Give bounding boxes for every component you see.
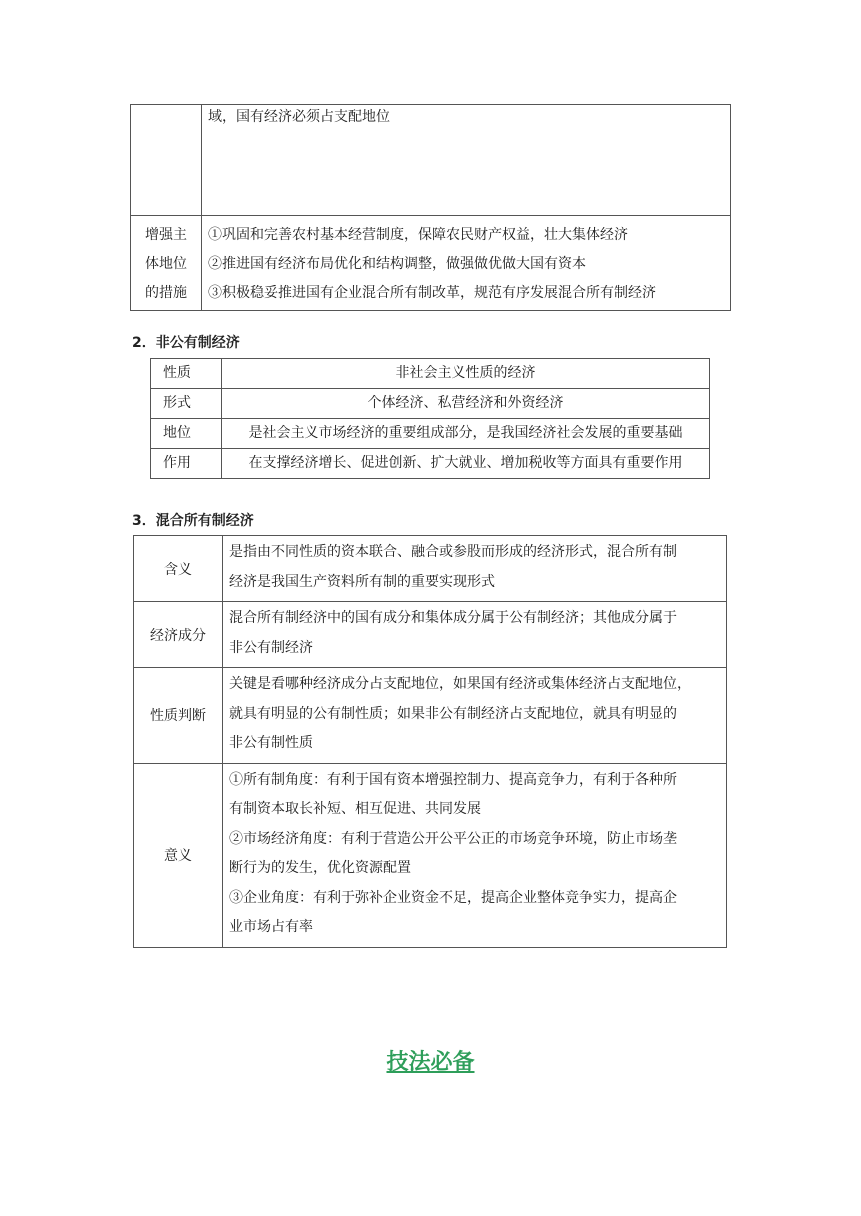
text-line: ②市场经济角度：有利于营造公开公平公正的市场竞争环境，防止市场垄 <box>229 830 677 847</box>
text-line: 断行为的发生，优化资源配置 <box>229 860 411 876</box>
row-label: 地位 <box>151 419 222 449</box>
text-line: 有制资本取长补短、相互促进、共同发展 <box>229 801 481 817</box>
row-body <box>223 668 727 764</box>
row-label: 性质 <box>151 359 222 389</box>
table-row <box>134 602 727 668</box>
text-line: ③企业角度：有利于弥补企业资金不足，提高企业整体竞争实力，提高企 <box>229 889 677 906</box>
section-heading-non-public: 2．非公有制经济 <box>132 335 240 351</box>
row-label: 作用 <box>151 449 222 479</box>
text-line: 非公有制经济 <box>229 639 313 656</box>
list-item: ②推进国有经济布局优化和结构调整，做强做优做大国有资本 <box>208 256 586 272</box>
row-body <box>223 536 727 602</box>
section-title-techniques: 技法必备 <box>386 1050 475 1075</box>
text-line: 经济是我国生产资料所有制的重要实现形式 <box>229 573 495 590</box>
table-row <box>151 359 710 389</box>
table-row <box>134 763 727 947</box>
row-label: 性质判断 <box>134 668 223 764</box>
table-row <box>134 536 727 602</box>
row-value: 在支撑经济增长、促进创新、扩大就业、增加税收等方面具有重要作用 <box>222 449 710 479</box>
list-item: ①巩固和完善农村基本经营制度，保障农民财产权益，壮大集体经济 <box>208 227 628 243</box>
list-item: ③积极稳妥推进国有企业混合所有制改革，规范有序发展混合所有制经济 <box>208 285 656 301</box>
table-mixed-ownership <box>133 535 727 948</box>
text-line: 业市场占有率 <box>229 919 313 935</box>
table-row <box>131 216 731 311</box>
table-cell-empty <box>131 105 202 216</box>
table-row <box>151 389 710 419</box>
table-row <box>134 668 727 764</box>
table-row <box>151 419 710 449</box>
text-line: 非公有制性质 <box>229 735 313 751</box>
row-value: 非社会主义性质的经济 <box>222 359 710 389</box>
row-label-line: 体地位 <box>145 256 187 272</box>
row-value: 个体经济、私营经济和外资经济 <box>222 389 710 419</box>
row-label-line: 增强主 <box>145 227 187 243</box>
text-line: 混合所有制经济中的国有成分和集体成分属于公有制经济；其他成分属于 <box>229 610 677 626</box>
table-non-public-economy <box>150 358 710 479</box>
table-row <box>151 449 710 479</box>
row-label: 意义 <box>134 763 223 947</box>
section-heading-mixed: 3．混合所有制经济 <box>132 513 254 529</box>
row-label: 经济成分 <box>134 602 223 668</box>
table-cell-text: 域，国有经济必须占支配地位 <box>202 105 731 216</box>
row-body <box>223 602 727 668</box>
row-label: 形式 <box>151 389 222 419</box>
table-row <box>131 105 731 216</box>
row-label-line: 的措施 <box>145 285 187 301</box>
row-label-measures <box>131 216 202 311</box>
row-value: 是社会主义市场经济的重要组成部分，是我国经济社会发展的重要基础 <box>222 419 710 449</box>
text-line: 关键是看哪种经济成分占支配地位，如果国有经济或集体经济占支配地位， <box>229 676 691 692</box>
text-line: 是指由不同性质的资本联合、融合或参股而形成的经济形式，混合所有制 <box>229 544 677 560</box>
measures-list <box>202 216 731 311</box>
text-line: 就具有明显的公有制性质；如果非公有制经济占支配地位，就具有明显的 <box>229 705 677 722</box>
text-line: ①所有制角度：有利于国有资本增强控制力、提高竞争力，有利于各种所 <box>229 771 677 788</box>
table-public-ownership-continued <box>130 104 731 311</box>
row-body <box>223 763 727 947</box>
row-label: 含义 <box>134 536 223 602</box>
